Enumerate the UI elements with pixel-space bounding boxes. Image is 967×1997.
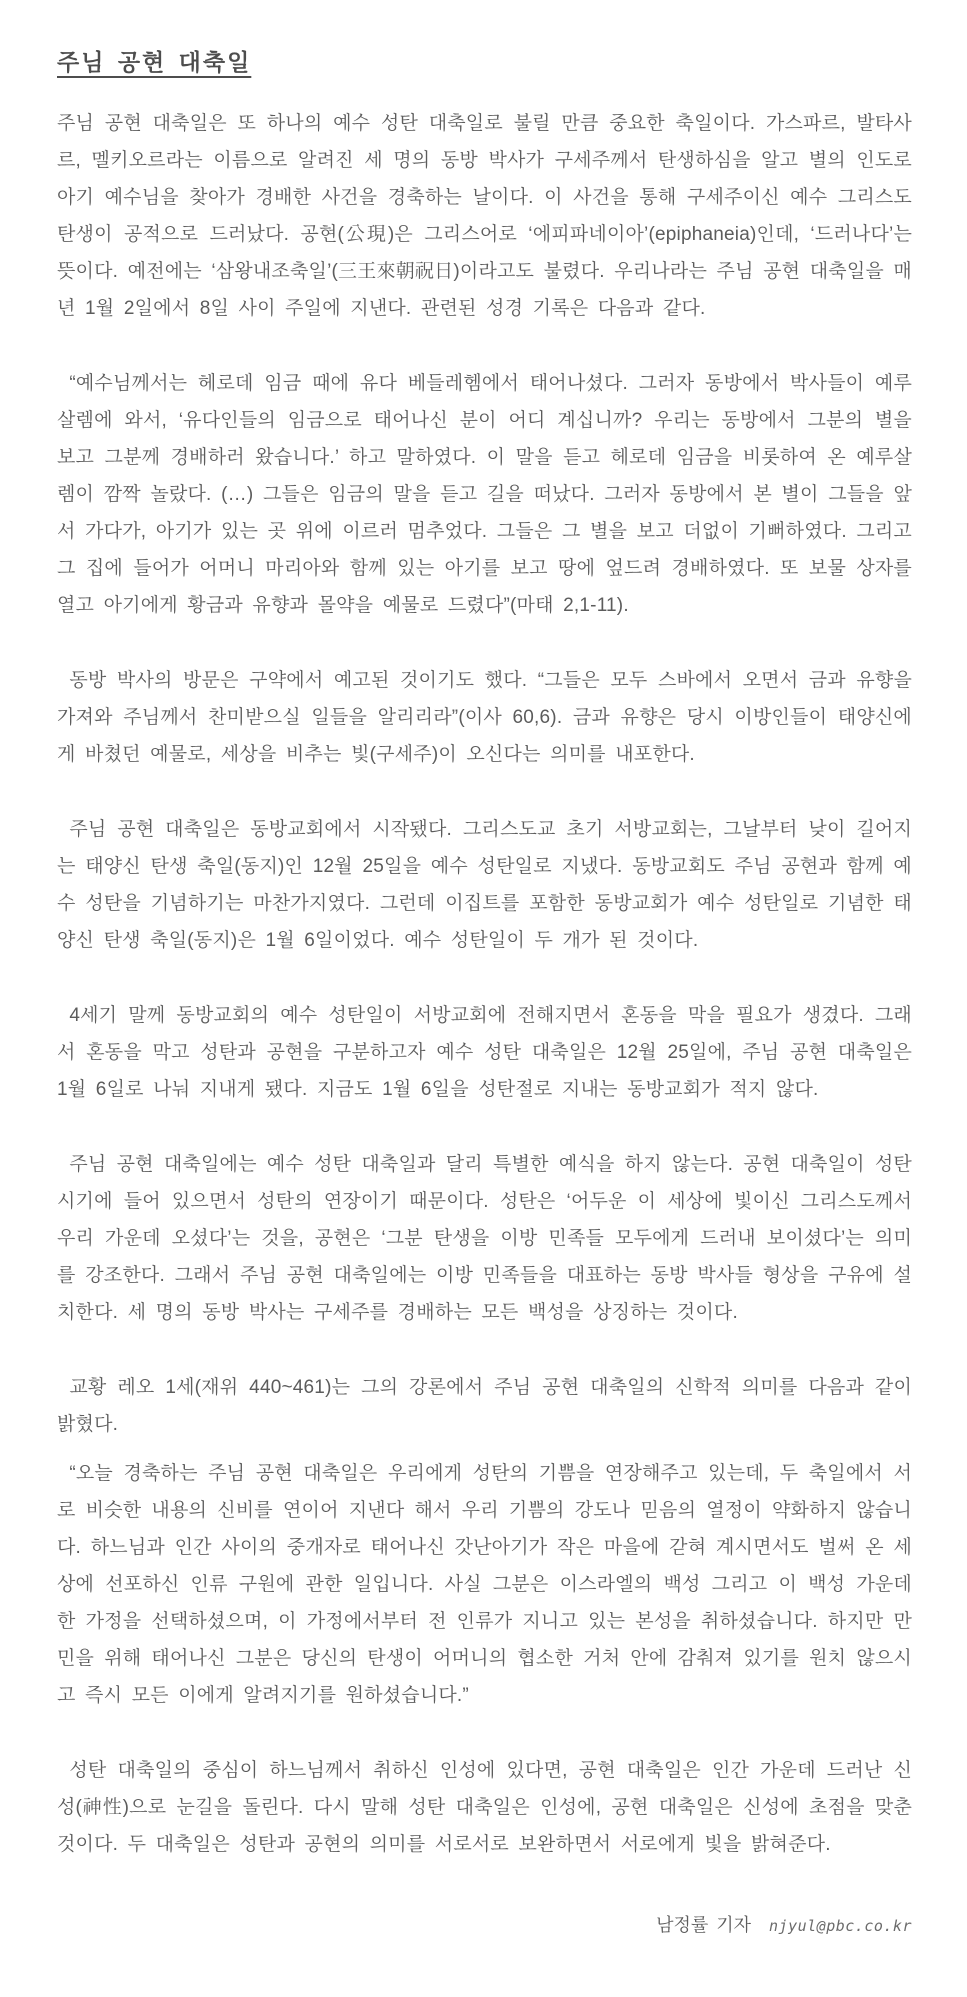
- byline-email[interactable]: njyul@pbc.co.kr: [769, 1917, 912, 1935]
- article-paragraph-no-special-rite: 주님 공현 대축일에는 예수 성탄 대축일과 달리 특별한 예식을 하지 않는다. 공현 대축일이 성탄시기에 들어 있으면서 성탄의 연장이기 때문이다. 성탄은 ‘어두운 이 세상에 빛이신 그리스도께서 우리 가운데 오셨다’는 것을, 공현은 ‘그분 탄생을 이방 민족들 모두에게 드러내 보이셨다’는 의미를 강조한다. 그래서 주님 공현 대축일에는 이방 민족들을 대표하는 동방 박사들 형상을 구유에 설치한다. 세 명의 동방 박사는 구세주를 경배하는 모든 백성을 상징하는 것이다.: [57, 1154, 912, 1323]
- article-paragraph-4th-century: 4세기 말께 동방교회의 예수 성탄일이 서방교회에 전해지면서 혼동을 막을 필요가 생겼다. 그래서 혼동을 막고 성탄과 공현을 구분하고자 예수 성탄 대축일은 12월 25일에, 주님 공현 대축일은 1월 6일로 나눠 지내게 됐다. 지금도 1월 6일을 성탄절로 지내는 동방교회가 적지 않다.: [57, 1005, 912, 1100]
- article-body: [57, 105, 912, 1863]
- article-paragraph-conclusion: 성탄 대축일의 중심이 하느님께서 취하신 인성에 있다면, 공현 대축일은 인간 가운데 드러난 신성(神性)으로 눈길을 돌린다. 다시 말해 성탄 대축일은 인성에, 공현 대축일은 신성에 초점을 맞춘 것이다. 두 대축일은 성탄과 공현의 의미를 서로서로 보완하면서 서로에게 빛을 밝혀준다.: [57, 1760, 912, 1855]
- article-paragraph-gospel-quote: “예수님께서는 헤로데 임금 때에 유다 베들레헴에서 태어나셨다. 그러자 동방에서 박사들이 예루살렘에 와서, ‘유다인들의 임금으로 태어나신 분이 어디 계십니까? 우리는 동방에서 그분의 별을 보고 그분께 경배하러 왔습니다.’ 하고 말하였다. 이 말을 듣고 헤로데 임금을 비롯하여 온 예루살렘이 깜짝 놀랐다. (…) 그들은 임금의 말을 듣고 길을 떠났다. 그러자 동방에서 본 별이 그들을 앞서 가다가, 아기가 있는 곳 위에 이르러 멈추었다. 그들은 그 별을 보고 더없이 기뻐하였다. 그리고 그 집에 들어가 어머니 마리아와 함께 있는 아기를 보고 땅에 엎드려 경배하였다. 또 보물 상자를 열고 아기에게 황금과 유향과 몰약을 예물로 드렸다”(마태 2,1-11).: [57, 373, 912, 616]
- article-paragraph-old-testament: 동방 박사의 방문은 구약에서 예고된 것이기도 했다. “그들은 모두 스바에서 오면서 금과 유향을 가져와 주님께서 찬미받으실 일들을 알리리라”(이사 60,6). 금과 유향은 당시 이방인들이 태양신에게 바쳤던 예물로, 세상을 비추는 빛(구세주)이 오신다는 의미를 내포한다.: [57, 670, 912, 765]
- article-paragraph-pope-leo-quote: “오늘 경축하는 주님 공현 대축일은 우리에게 성탄의 기쁨을 연장해주고 있는데, 두 축일에서 서로 비슷한 내용의 신비를 연이어 지낸다 해서 우리 기쁨의 강도나 믿음의 열정이 약화하지 않습니다. 하느님과 인간 사이의 중개자로 태어나신 갓난아기가 작은 마을에 갇혀 계시면서도 벌써 온 세상에 선포하신 인류 구원에 관한 일입니다. 사실 그분은 이스라엘의 백성 그리고 이 백성 가운데 한 가정을 선택하셨으며, 이 가정에서부터 전 인류가 지니고 있는 본성을 취하셨습니다. 하지만 만민을 위해 태어나신 그분은 당신의 탄생이 어머니의 협소한 거처 안에 감춰져 있기를 원치 않으시고 즉시 모든 이에게 알려지기를 원하셨습니다.”: [57, 1463, 912, 1706]
- article-paragraph-eastern-church-origin: 주님 공현 대축일은 동방교회에서 시작됐다. 그리스도교 초기 서방교회는, 그날부터 낮이 길어지는 태양신 탄생 축일(동지)인 12월 25일을 예수 성탄일로 지냈다. 동방교회도 주님 공현과 함께 예수 성탄을 기념하기는 마찬가지였다. 그런데 이집트를 포함한 동방교회가 예수 성탄일로 기념한 태양신 탄생 축일(동지)은 1월 6일이었다. 예수 성탄일이 두 개가 된 것이다.: [57, 819, 912, 951]
- byline: [57, 1911, 912, 1937]
- article-title: 주님 공현 대축일: [57, 49, 252, 75]
- article-paragraph-pope-leo-intro: 교황 레오 1세(재위 440~461)는 그의 강론에서 주님 공현 대축일의 신학적 의미를 다음과 같이 밝혔다.: [57, 1377, 912, 1435]
- article-paragraph-intro: 주님 공현 대축일은 또 하나의 예수 성탄 대축일로 불릴 만큼 중요한 축일이다. 가스파르, 발타사르, 멜키오르라는 이름으로 알려진 세 명의 동방 박사가 구세주께서 탄생하심을 알고 별의 인도로 아기 예수님을 찾아가 경배한 사건을 경축하는 날이다. 이 사건을 통해 구세주이신 예수 그리스도 탄생이 공적으로 드러났다. 공현(公現)은 그리스어로 ‘에피파네이아’(epiphaneia)인데, ‘드러나다’는 뜻이다. 예전에는 ‘삼왕내조축일’(三王來朝祝日)이라고도 불렸다. 우리나라는 주님 공현 대축일을 매년 1월 2일에서 8일 사이 주일에 지낸다. 관련된 성경 기록은 다음과 같다.: [57, 113, 912, 319]
- byline-author: 남정률 기자: [656, 1915, 752, 1935]
